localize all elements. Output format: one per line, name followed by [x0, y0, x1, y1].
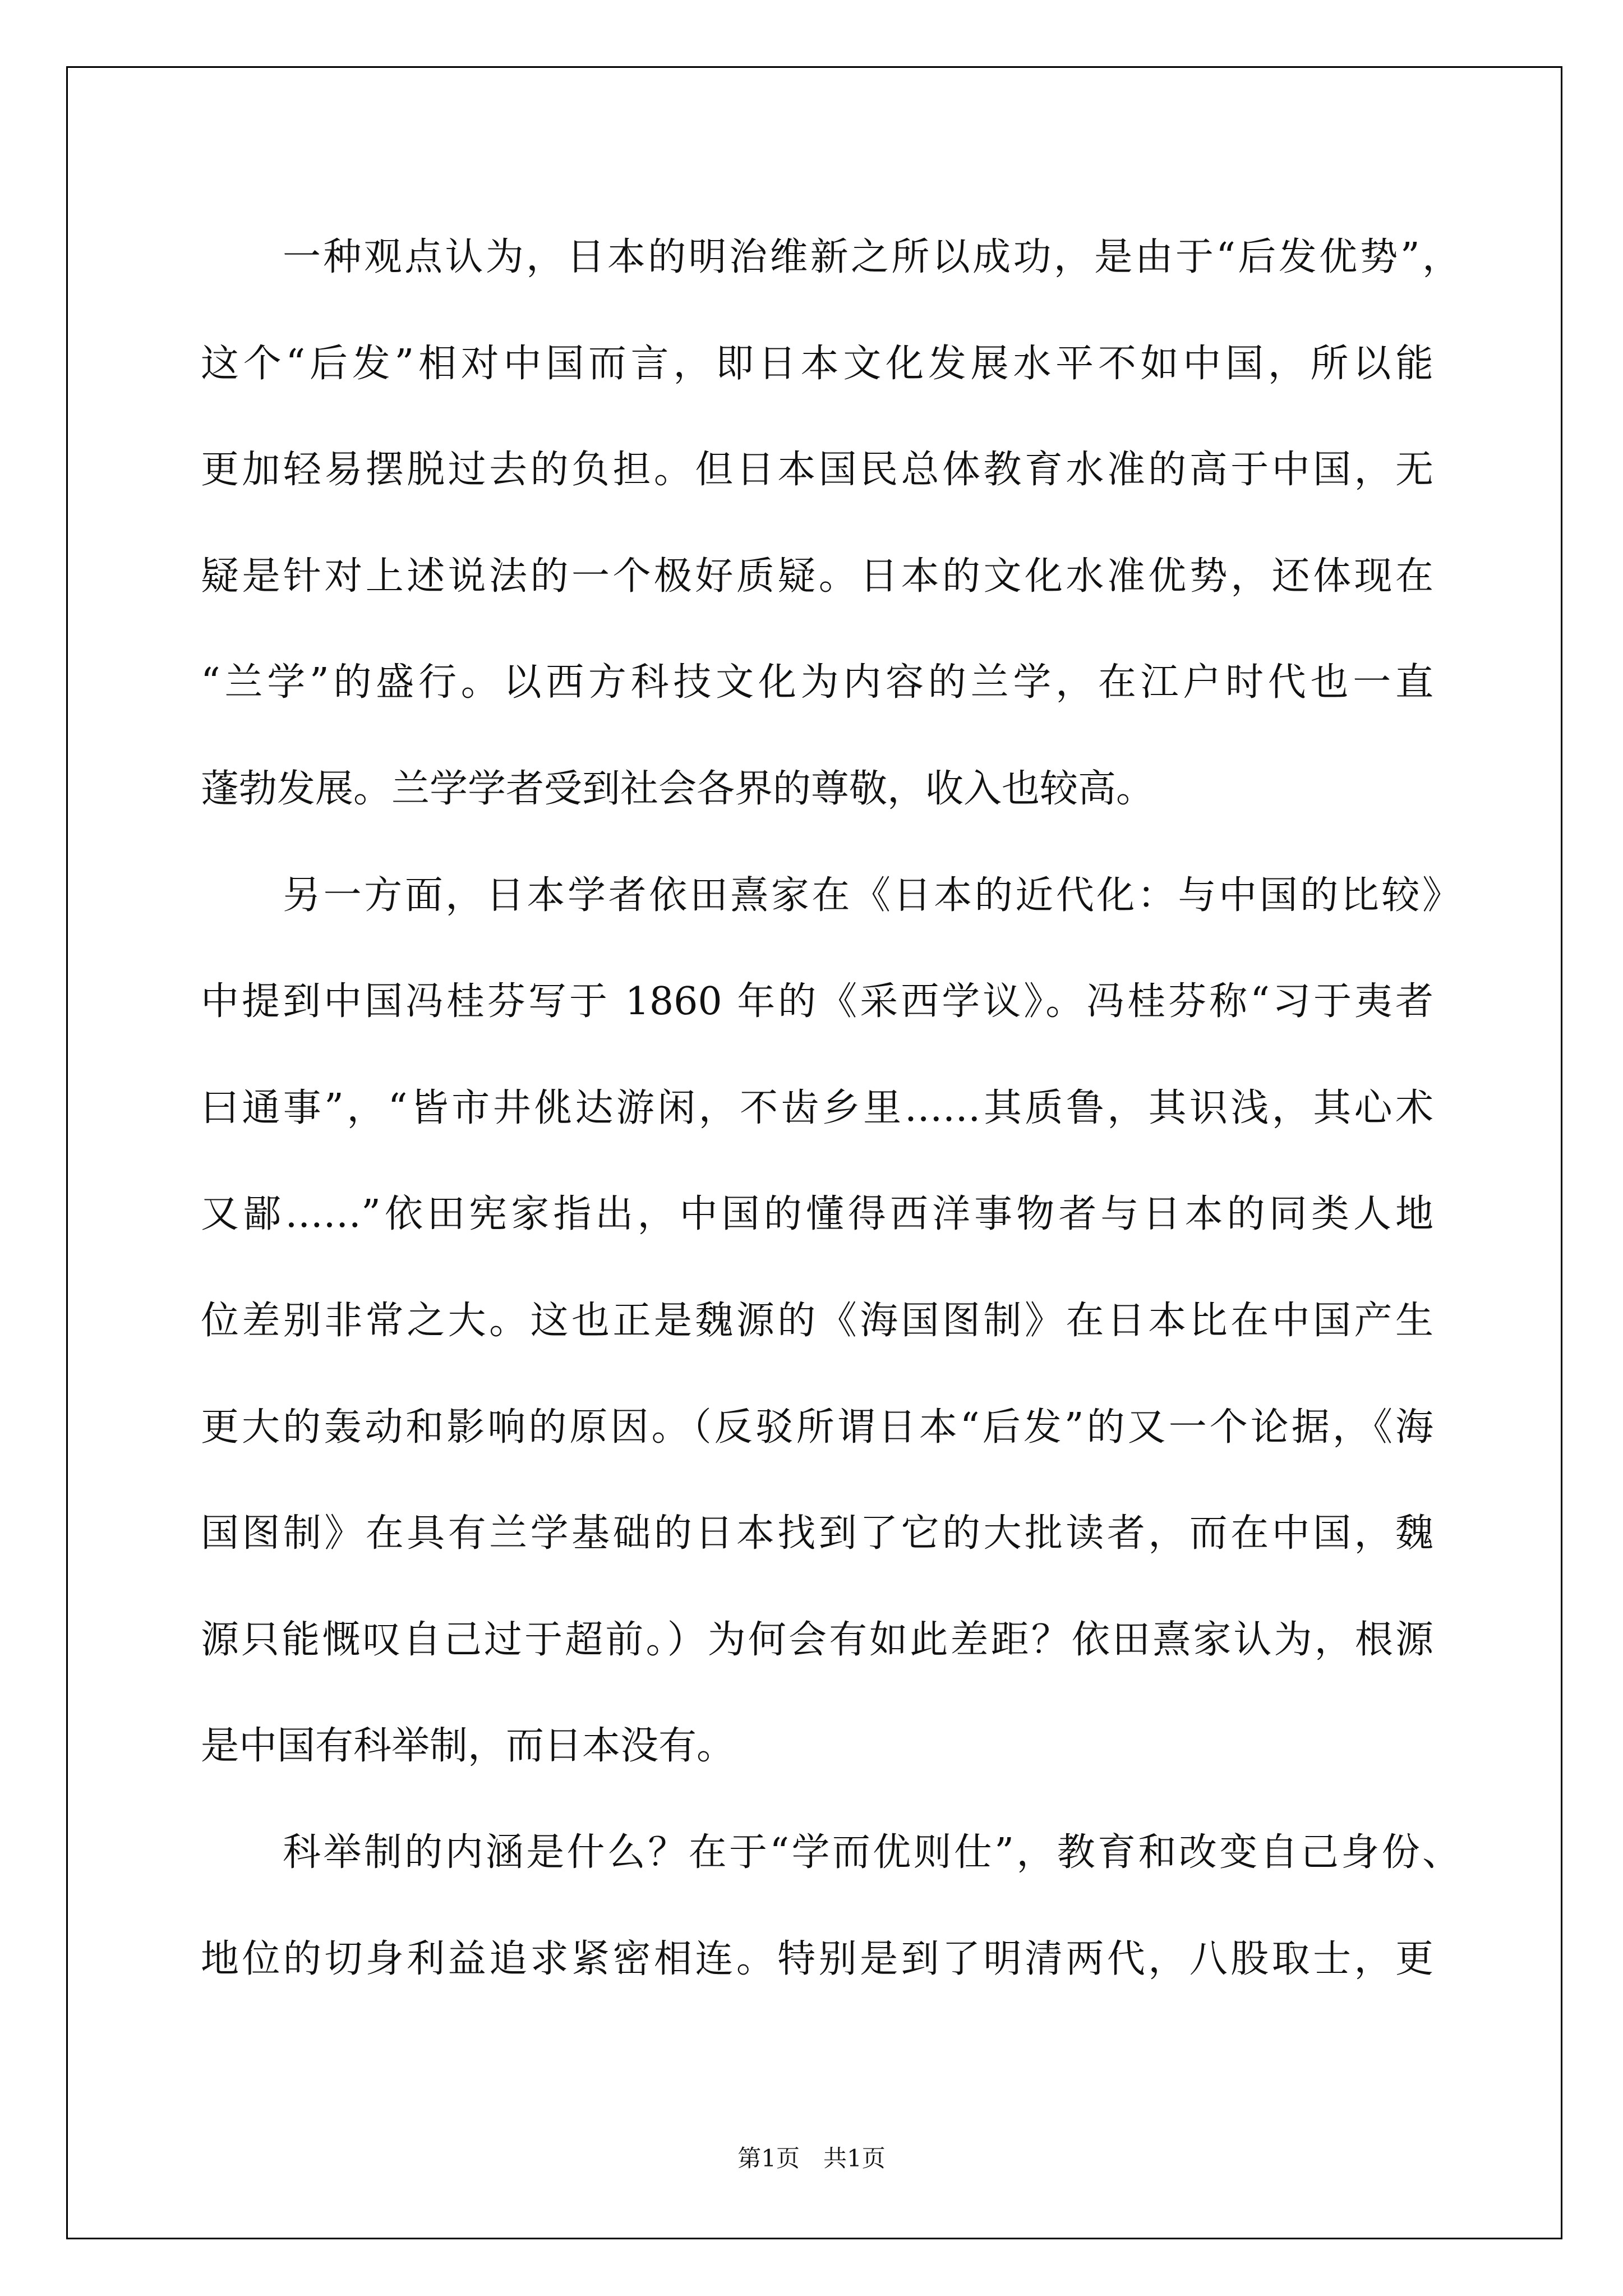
- text-line: 源只能慨叹自己过于超前。）为何会有如此差距？依田熹家认为，根源: [201, 1617, 1433, 1662]
- text-line: 蓬勃发展。兰学学者受到社会各界的尊敬，收入也较高。: [201, 766, 1155, 811]
- paragraph: [201, 204, 1460, 843]
- paragraph: [201, 843, 1460, 1800]
- text-line: 一种观点认为，日本的明治维新之所以成功，是由于“后发优势”，: [283, 235, 1460, 279]
- text-line: 中提到中国冯桂芬写于 1860 年的《采西学议》。冯桂芬称“习于夷者: [201, 979, 1433, 1024]
- text-line: 更大的轰动和影响的原因。（反驳所谓日本“后发”的又一个论据，《海: [201, 1405, 1433, 1450]
- document-body: [201, 204, 1460, 2012]
- text-line: 曰通事”，“皆市井佻达游闲，不齿乡里……其质鲁，其识浅，其心术: [201, 1085, 1433, 1130]
- text-line: 国图制》在具有兰学基础的日本找到了它的大批读者，而在中国，魏: [201, 1511, 1433, 1556]
- text-line: 科举制的内涵是什么？在于“学而优则仕”，教育和改变自己身份、: [283, 1830, 1460, 1875]
- page-number-label: 第1页 共1页: [737, 2145, 886, 2172]
- text-line: 疑是针对上述说法的一个极好质疑。日本的文化水准优势，还体现在: [201, 554, 1433, 599]
- text-line: 又鄙……”依田宪家指出，中国的懂得西洋事物者与日本的同类人地: [201, 1192, 1433, 1237]
- text-line: 另一方面，日本学者依田熹家在《日本的近代化：与中国的比较》: [283, 873, 1460, 918]
- paragraph: [201, 1800, 1460, 2012]
- text-line: 地位的切身利益追求紧密相连。特别是到了明清两代，八股取士，更: [201, 1936, 1433, 1981]
- text-line: 是中国有科举制，而日本没有。: [201, 1724, 735, 1769]
- text-line: “兰学”的盛行。以西方科技文化为内容的兰学，在江户时代也一直: [201, 660, 1433, 705]
- text-line: 位差别非常之大。这也正是魏源的《海国图制》在日本比在中国产生: [201, 1298, 1433, 1343]
- text-line: 这个“后发”相对中国而言，即日本文化发展水平不如中国，所以能: [201, 341, 1433, 386]
- page-footer: [0, 2143, 1623, 2174]
- text-line: 更加轻易摆脱过去的负担。但日本国民总体教育水准的高于中国，无: [201, 448, 1433, 493]
